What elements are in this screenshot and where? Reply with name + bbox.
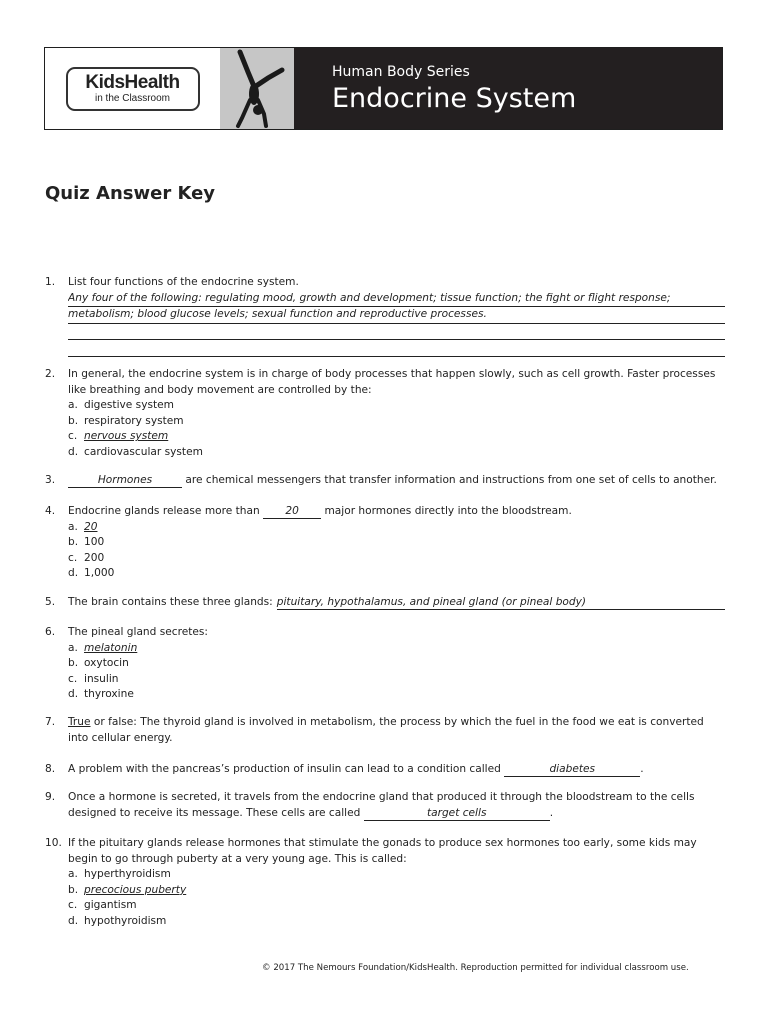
question-2	[45, 367, 725, 461]
option-b: b. respiratory system	[68, 414, 184, 427]
question-number: 4.	[45, 505, 56, 517]
quiz-heading: Quiz Answer Key	[45, 183, 216, 204]
question-text-end: major hormones directly into the bloodstream.	[324, 505, 572, 517]
question-number: 10.	[45, 837, 62, 849]
cartwheel-figure-icon	[220, 48, 294, 129]
option-c: c. 200	[68, 551, 105, 564]
question-text: Endocrine glands release more than	[68, 505, 260, 517]
question-6	[45, 625, 725, 703]
period: .	[549, 806, 554, 819]
answer-line-1: Any four of the following: regulating mood, growth and development; tissue function; the fight or flight response;	[68, 291, 725, 308]
question-4	[45, 504, 725, 582]
answer-line-2: metabolism; blood glucose levels; sexual function and reproductive processes.	[68, 307, 725, 324]
question-text: or false: The thyroid gland is involved in metabolism, the process by which the fuel in the food we eat is converted into cellular energy.	[68, 716, 704, 744]
question-text: The brain contains these three glands:	[68, 596, 273, 608]
option-c-correct: c. nervous system	[68, 430, 169, 443]
option-d: d. 1,000	[68, 567, 115, 580]
question-text: are chemical messengers that transfer information and instructions from one set of cells to another.	[185, 474, 717, 486]
answer-line-3	[68, 324, 725, 341]
question-number: 3.	[45, 474, 56, 486]
option-a: a. digestive system	[68, 399, 174, 412]
answer-blank: target cells	[364, 806, 550, 821]
question-number: 8.	[45, 763, 56, 775]
option-b: b. oxytocin	[68, 657, 129, 670]
question-number: 1.	[45, 276, 56, 288]
option-a-correct: a. 20	[68, 520, 98, 533]
question-number: 9.	[45, 791, 56, 803]
question-10	[45, 836, 725, 930]
question-1	[45, 275, 725, 357]
question-7	[45, 715, 725, 746]
option-c: c. insulin	[68, 672, 119, 685]
kidshealth-logo	[66, 67, 200, 111]
logo-main-text: KidsHealth	[85, 72, 180, 93]
cartwheel-figure-panel	[220, 48, 294, 129]
question-text: The pineal gland secretes:	[68, 626, 208, 638]
question-text-2: designed to receive its message. These cells are called	[68, 806, 361, 819]
question-8	[45, 762, 725, 778]
question-text: Once a hormone is secreted, it travels from the endocrine gland that produced it through the bloodstream to the cells	[68, 791, 695, 803]
question-text: In general, the endocrine system is in charge of body processes that happen slowly, such as cell growth. Faster processes like breathing and body movement are controlled by the:	[68, 368, 716, 396]
option-b: b. 100	[68, 536, 105, 549]
question-number: 6.	[45, 626, 56, 638]
option-a: a. hyperthyroidism	[68, 868, 171, 881]
answer-true: True	[68, 716, 91, 728]
answer-blank: pituitary, hypothalamus, and pineal gland (or pineal body)	[277, 595, 725, 610]
option-d: d. thyroxine	[68, 688, 134, 701]
option-b-correct: b. precocious puberty	[68, 883, 187, 896]
question-text: List four functions of the endocrine system.	[68, 276, 299, 288]
period: .	[640, 763, 644, 775]
question-9	[45, 790, 725, 821]
option-d: d. hypothyroidism	[68, 914, 167, 927]
option-a-correct: a. melatonin	[68, 641, 138, 654]
title-panel	[294, 48, 722, 129]
answer-blank: Hormones	[68, 473, 182, 488]
answer-blank: 20	[263, 504, 321, 519]
option-c: c. gigantism	[68, 899, 137, 912]
question-text: A problem with the pancreas’s production of insulin can lead to a condition called	[68, 763, 501, 775]
option-d: d. cardiovascular system	[68, 445, 203, 458]
answer-line-4	[68, 340, 725, 357]
question-5	[45, 595, 725, 611]
question-text: If the pituitary glands release hormones that stimulate the gonads to produce sex hormones too early, some kids may begin to go through puberty at a very young age. This is called:	[68, 837, 697, 865]
question-number: 2.	[45, 368, 56, 380]
copyright-footer: © 2017 The Nemours Foundation/KidsHealth. Reproduction permitted for individual classroom use.	[262, 963, 689, 973]
question-number: 7.	[45, 716, 56, 728]
question-3	[45, 473, 725, 489]
question-number: 5.	[45, 596, 56, 608]
logo-sub-text: in the Classroom	[94, 93, 171, 104]
header-banner	[44, 47, 723, 130]
answer-blank: diabetes	[504, 762, 640, 777]
series-label: Human Body Series	[332, 64, 470, 80]
logo-area	[45, 48, 220, 129]
page-title: Endocrine System	[332, 83, 577, 114]
